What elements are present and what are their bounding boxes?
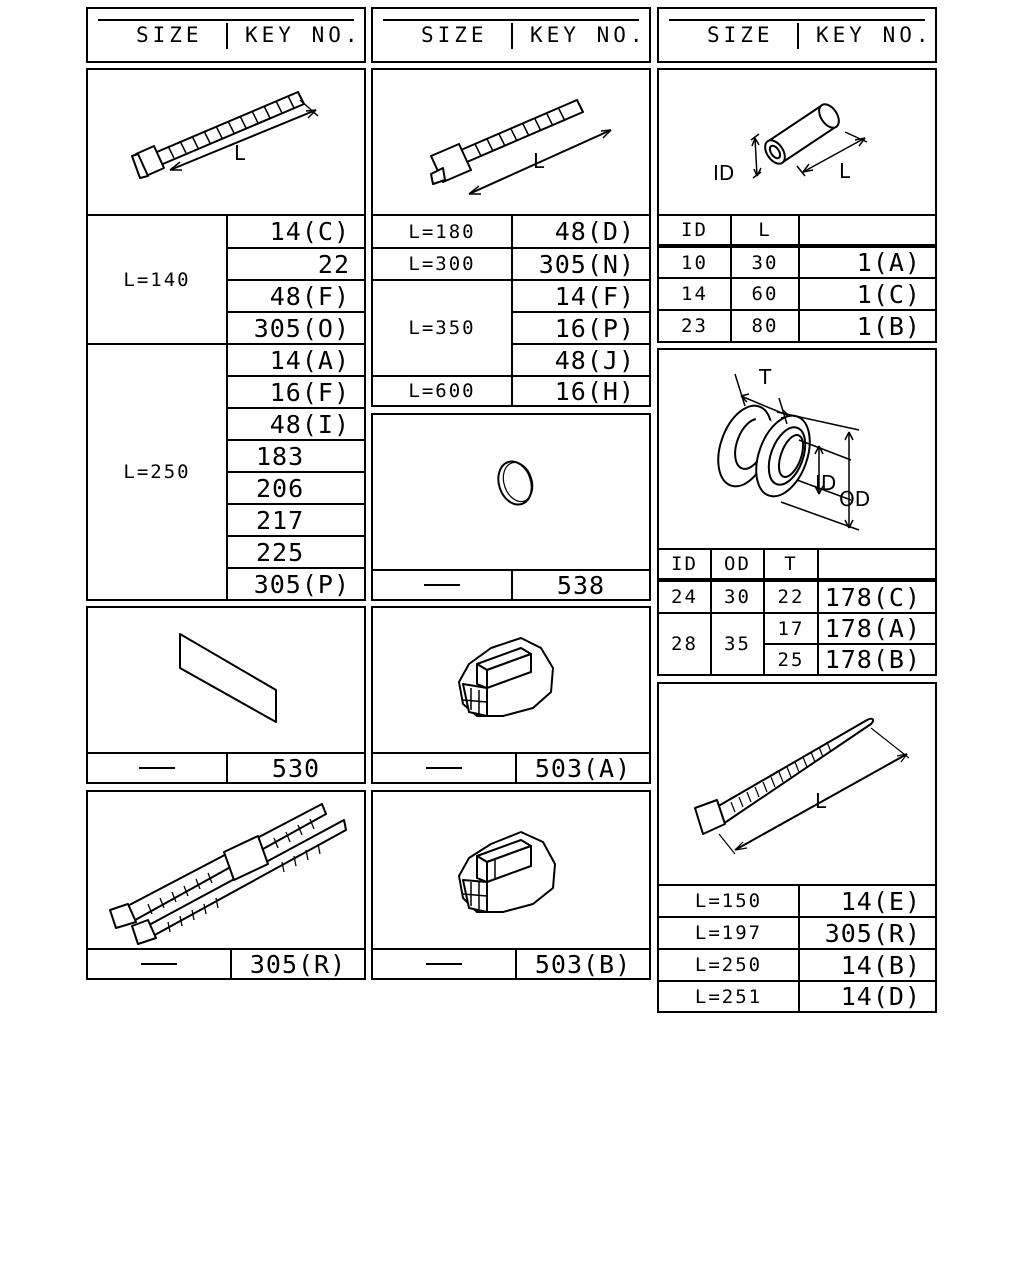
cable-tie-size-cell: L=150	[659, 884, 798, 916]
cable-tie-key-cell: 14(E)	[798, 884, 935, 916]
clip-a-key-cell: 503(A)	[515, 752, 649, 782]
grommet-col-header-key	[817, 548, 935, 578]
band-a-drawing	[88, 70, 364, 214]
clip-a-size-cell	[373, 752, 515, 782]
tube-id-cell: 14	[659, 277, 730, 309]
dash-mark	[141, 963, 177, 965]
tube-panel	[657, 68, 937, 343]
tube-key-cell: 1(C)	[798, 277, 935, 309]
grommet-t-cell: 22	[763, 578, 817, 612]
cable-tie-drawing	[659, 684, 935, 884]
cable-tie-size-cell: L=250	[659, 948, 798, 980]
grommet-od-cell: 30	[710, 578, 763, 612]
band-b-key-cell: 48(J)	[511, 343, 649, 375]
cable-tie-panel	[657, 682, 937, 1013]
header-rule	[669, 19, 925, 21]
dash-mark	[426, 963, 462, 965]
header-size-label: SIZE	[707, 23, 774, 47]
header-col-1	[86, 7, 366, 63]
band-a-key-cell: 305(P)	[226, 567, 364, 599]
header-key-label: KEY NO.	[816, 23, 933, 47]
grommet-od-cell: 35	[710, 612, 763, 674]
dash-mark	[424, 584, 460, 586]
tape-key-cell: 530	[226, 752, 364, 782]
band-b-size-cell: L=350	[373, 279, 511, 375]
tube-col-header: L	[730, 214, 798, 244]
tube-length-label: L	[839, 159, 851, 183]
grommet-col-header: ID	[659, 548, 710, 578]
band-a-panel	[86, 68, 366, 601]
disc-drawing	[373, 415, 649, 569]
disc-panel	[371, 413, 651, 601]
grommet-t-label: T	[759, 365, 772, 389]
grommet-key-cell: 178(A)	[817, 612, 935, 643]
band-b-size-cell: L=180	[373, 214, 511, 247]
disc-key-cell: 538	[511, 569, 649, 599]
grommet-id-cell: 24	[659, 578, 710, 612]
tube-col-header-key	[798, 214, 935, 244]
tube-id-cell: 23	[659, 309, 730, 341]
band-a-key-cell: 16(F)	[226, 375, 364, 407]
band-a-key-cell: 206	[226, 471, 364, 503]
band-a-key-cell: 225	[226, 535, 364, 567]
clip-a-panel	[371, 606, 651, 784]
tube-l-cell: 60	[730, 277, 798, 309]
disc-size-cell	[373, 569, 511, 599]
twin-band-size-cell	[88, 948, 230, 978]
grommet-t-cell: 25	[763, 643, 817, 674]
band-b-key-cell: 14(F)	[511, 279, 649, 311]
band-a-key-cell: 48(F)	[226, 279, 364, 311]
header-key-label: KEY NO.	[245, 23, 362, 47]
grommet-col-header: OD	[710, 548, 763, 578]
header-col-3	[657, 7, 937, 63]
twin-band-panel	[86, 790, 366, 980]
clip-b-drawing	[373, 792, 649, 948]
grommet-key-cell: 178(C)	[817, 578, 935, 612]
cable-tie-key-cell: 305(R)	[798, 916, 935, 948]
band-b-key-cell: 48(D)	[511, 214, 649, 247]
band-b-drawing	[373, 70, 649, 214]
tube-id-cell: 10	[659, 244, 730, 277]
tube-id-label: ID	[713, 161, 735, 185]
dash-mark	[426, 767, 462, 769]
band-b-key-cell: 16(H)	[511, 375, 649, 405]
band-a-key-cell: 14(A)	[226, 343, 364, 375]
grommet-panel	[657, 348, 937, 676]
band-b-length-label: L	[533, 149, 545, 173]
clip-a-drawing	[373, 608, 649, 752]
clip-b-key-cell: 503(B)	[515, 948, 649, 978]
tape-size-cell	[88, 752, 226, 782]
band-a-key-cell: 22	[226, 247, 364, 279]
grommet-id-cell: 28	[659, 612, 710, 674]
band-a-key-cell: 48(I)	[226, 407, 364, 439]
tube-key-cell: 1(B)	[798, 309, 935, 341]
header-divider	[797, 23, 799, 49]
tube-key-cell: 1(A)	[798, 244, 935, 277]
clip-b-panel	[371, 790, 651, 980]
cable-tie-size-cell: L=251	[659, 980, 798, 1011]
twin-band-drawing	[88, 792, 364, 948]
grommet-od-label: OD	[839, 487, 871, 511]
band-a-key-cell: 217	[226, 503, 364, 535]
header-size-label: SIZE	[421, 23, 488, 47]
tube-col-header: ID	[659, 214, 730, 244]
header-size-label: SIZE	[136, 23, 203, 47]
header-rule	[98, 19, 354, 21]
grommet-col-header: T	[763, 548, 817, 578]
tape-panel	[86, 606, 366, 784]
header-col-2	[371, 7, 651, 63]
band-a-key-cell: 183	[226, 439, 364, 471]
grommet-id-label: ID	[815, 471, 837, 495]
band-a-key-cell: 14(C)	[226, 214, 364, 247]
header-rule	[383, 19, 639, 21]
header-key-label: KEY NO.	[530, 23, 647, 47]
cable-tie-key-cell: 14(D)	[798, 980, 935, 1011]
grommet-key-cell: 178(B)	[817, 643, 935, 674]
band-b-panel	[371, 68, 651, 407]
tube-l-cell: 80	[730, 309, 798, 341]
band-a-size-cell: L=140	[88, 214, 226, 343]
grommet-t-cell: 17	[763, 612, 817, 643]
band-b-size-cell: L=300	[373, 247, 511, 279]
band-b-key-cell: 305(N)	[511, 247, 649, 279]
clip-b-size-cell	[373, 948, 515, 978]
header-divider	[226, 23, 228, 49]
band-a-length-label: L	[234, 141, 246, 165]
tube-l-cell: 30	[730, 244, 798, 277]
band-a-size-cell: L=250	[88, 343, 226, 599]
header-divider	[511, 23, 513, 49]
cable-tie-key-cell: 14(B)	[798, 948, 935, 980]
cable-tie-size-cell: L=197	[659, 916, 798, 948]
tube-drawing	[659, 70, 935, 214]
cable-tie-length-label: L	[815, 789, 827, 813]
tape-drawing	[88, 608, 364, 752]
twin-band-key-cell: 305(R)	[230, 948, 364, 978]
band-b-size-cell: L=600	[373, 375, 511, 405]
dash-mark	[139, 767, 175, 769]
band-b-key-cell: 16(P)	[511, 311, 649, 343]
band-a-key-cell: 305(O)	[226, 311, 364, 343]
grommet-drawing	[659, 350, 935, 548]
